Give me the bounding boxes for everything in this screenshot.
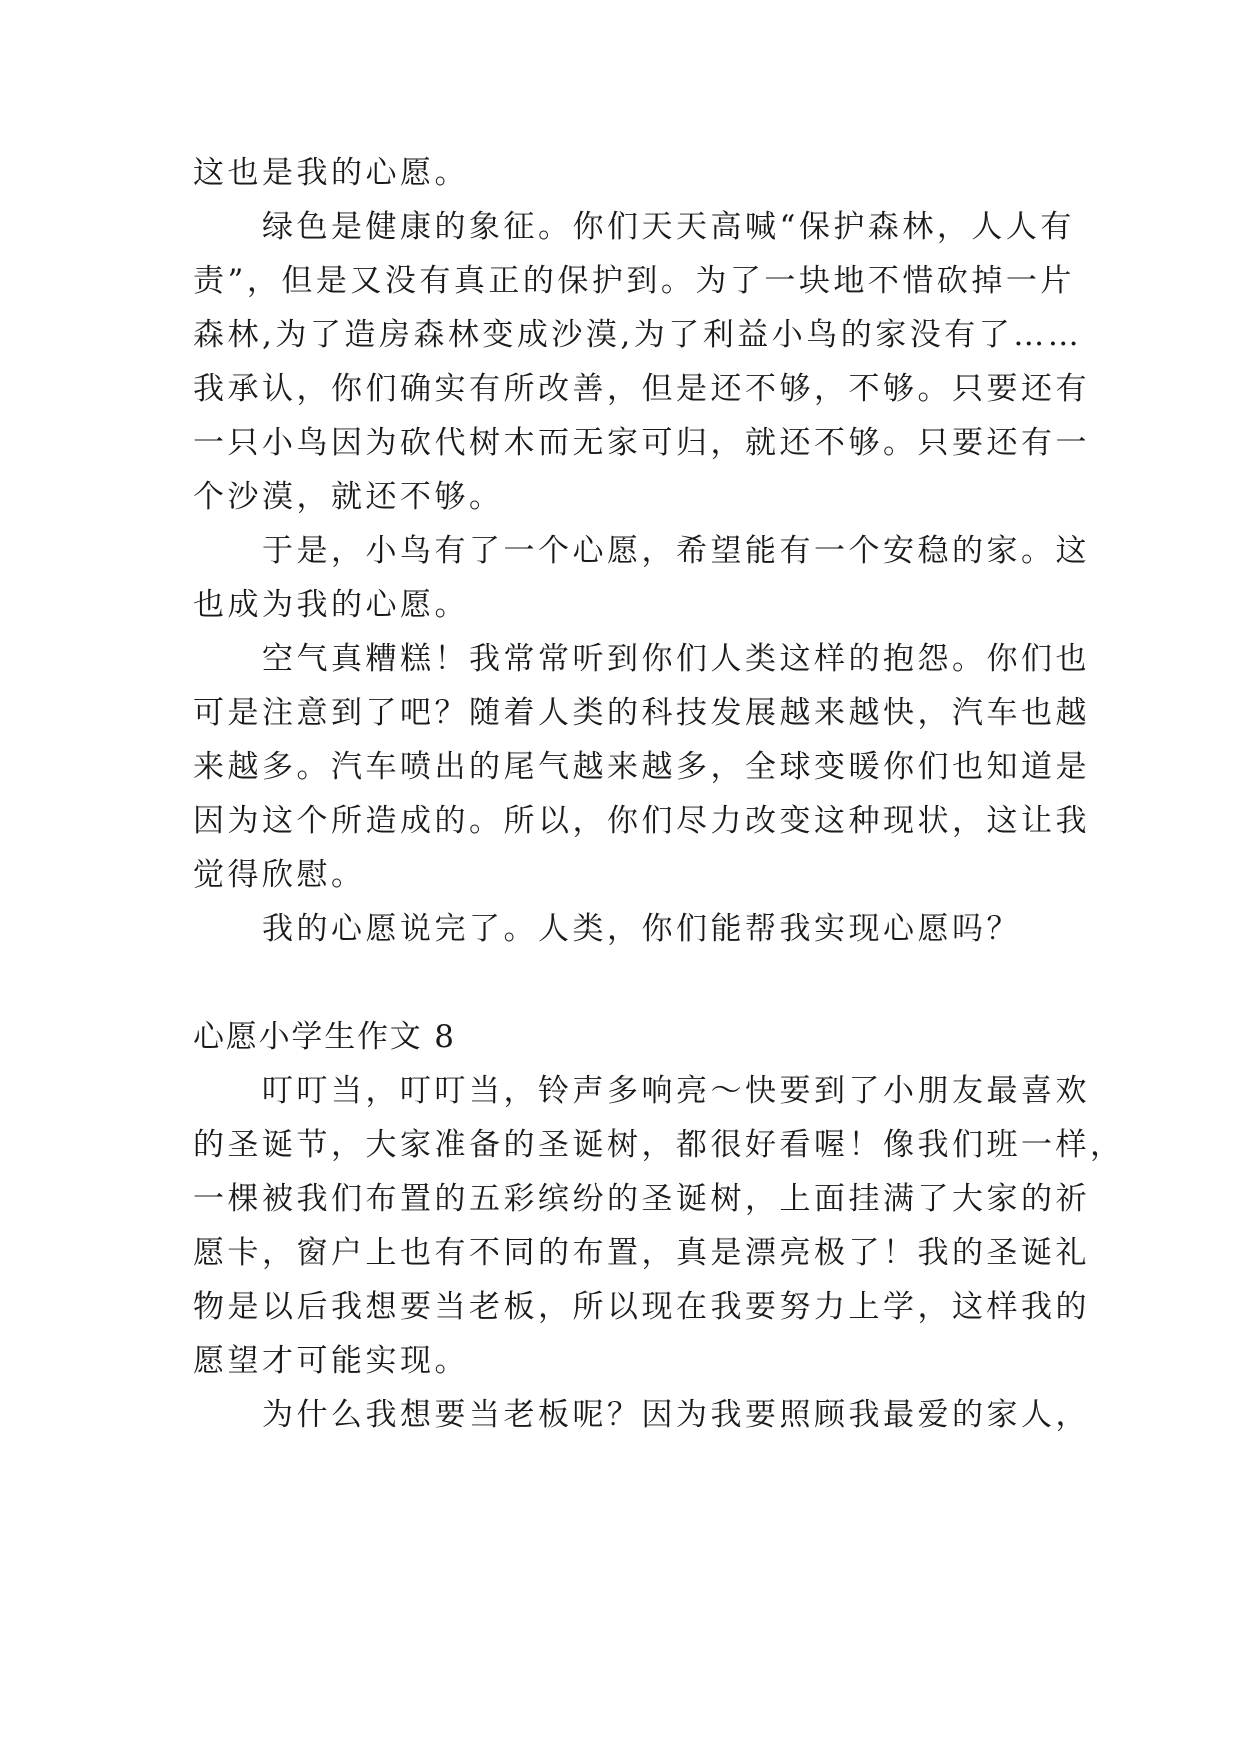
text-line: 我承认，你们确实有所改善，但是还不够，不够。只要还有	[193, 371, 1090, 407]
text-line: 可是注意到了吧？随着人类的科技发展越来越快，汽车也越	[193, 695, 1090, 731]
text-line: 因为这个所造成的。所以，你们尽力改变这种现状，这让我	[193, 803, 1090, 839]
text-line: 来越多。汽车喷出的尾气越来越多，全球变暖你们也知道是	[193, 749, 1090, 785]
text-line: 空气真糟糕！我常常听到你们人类这样的抱怨。你们也	[193, 641, 1090, 677]
text-line: 绿色是健康的象征。你们天天高喊“保护森林，人人有	[193, 209, 1075, 245]
text-line: 一只小鸟因为砍代树木而无家可归，就还不够。只要还有一	[193, 425, 1090, 461]
text-line: 愿望才可能实现。	[193, 1343, 469, 1379]
text-line: 我的心愿说完了。人类，你们能帮我实现心愿吗？	[193, 911, 1021, 947]
text-line: 森林,为了造房森林变成沙漠,为了利益小鸟的家没有了……	[193, 317, 1083, 353]
text-line: 叮叮当，叮叮当，铃声多响亮～快要到了小朋友最喜欢	[193, 1073, 1090, 1109]
text-line: 觉得欣慰。	[193, 857, 366, 893]
text-line: 物是以后我想要当老板，所以现在我要努力上学，这样我的	[193, 1289, 1090, 1325]
text-line: 一棵被我们布置的五彩缤纷的圣诞树，上面挂满了大家的祈	[193, 1181, 1090, 1217]
text-line: 于是，小鸟有了一个心愿，希望能有一个安稳的家。这	[193, 533, 1090, 569]
text-line: 这也是我的心愿。	[193, 155, 469, 191]
text-line: 的圣诞节，大家准备的圣诞树，都很好看喔！像我们班一样，	[193, 1127, 1125, 1163]
text-line: 责”，但是又没有真正的保护到。为了一块地不惜砍掉一片	[193, 263, 1075, 299]
text-line: 愿卡，窗户上也有不同的布置，真是漂亮极了！我的圣诞礼	[193, 1235, 1090, 1271]
essay-heading: 心愿小学生作文 8	[193, 1019, 456, 1055]
text-line: 也成为我的心愿。	[193, 587, 469, 623]
text-line: 个沙漠，就还不够。	[193, 479, 504, 515]
text-line: 为什么我想要当老板呢？因为我要照顾我最爱的家人，	[193, 1397, 1090, 1433]
